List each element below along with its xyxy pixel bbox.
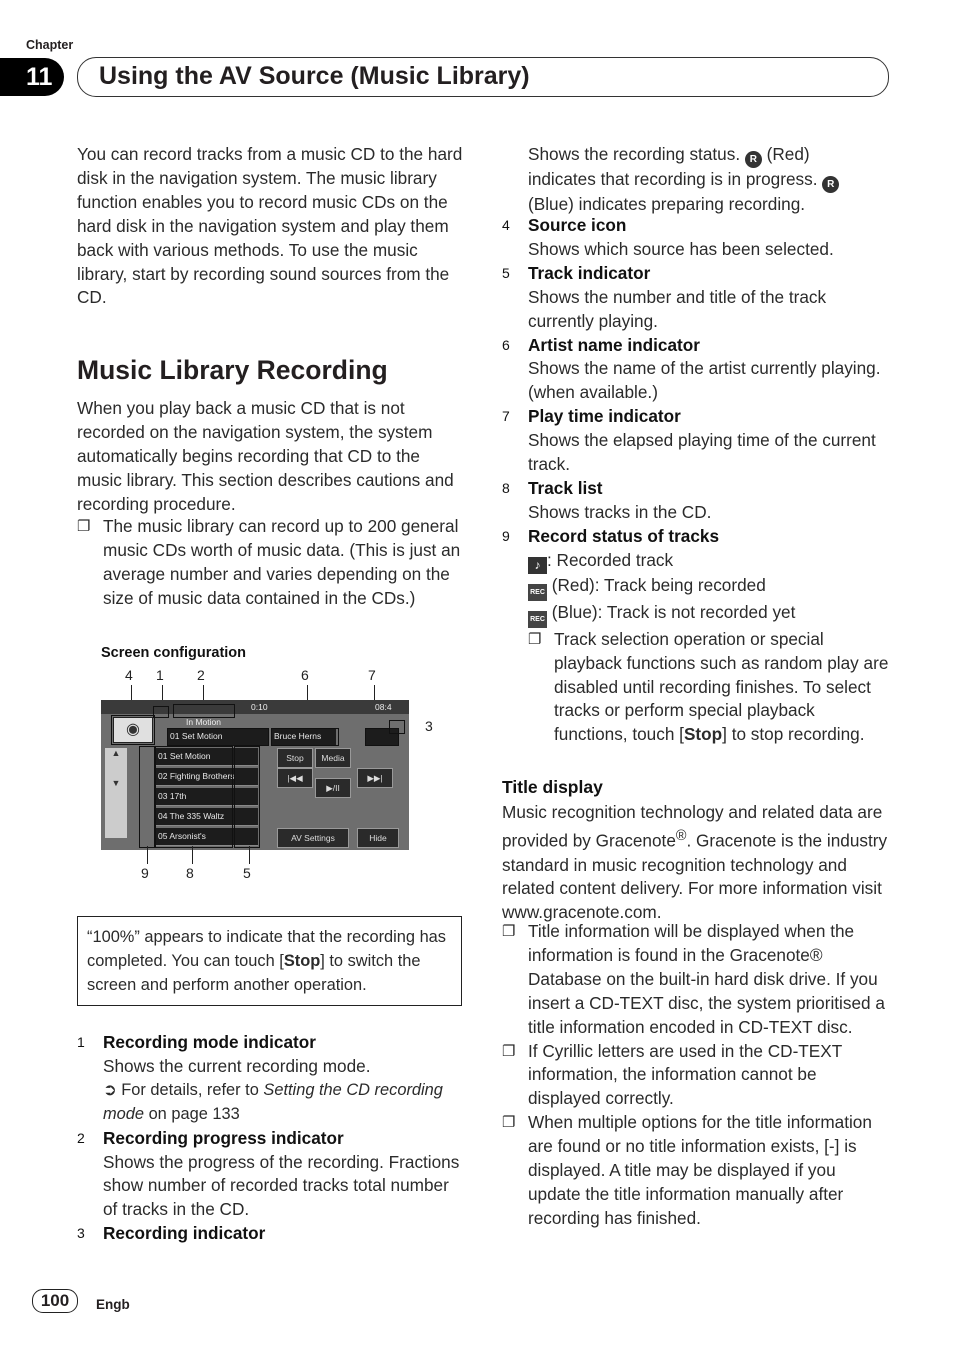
- source-icon: ◉: [113, 717, 153, 743]
- callout-number: 5: [243, 865, 251, 881]
- callout-number: 1: [156, 667, 164, 683]
- title-note: ❐ If Cyrillic letters are used in the CD-TEXT information, the information cannot be displayed correctly.: [502, 1040, 842, 1109]
- checkbox-note-text: The music library can record up to 200 general music CDs worth of music data. (This is just an average number and varies depending on the size of music data contained in the CDs.): [103, 516, 461, 608]
- record-red-icon: R: [745, 151, 762, 168]
- item-recording-mode-ref: ➲ For details, refer to Setting the CD recording mode on page 133: [103, 1080, 443, 1123]
- item-record-status-title: 9 Record status of tracks: [502, 525, 720, 546]
- callout-number: 8: [186, 865, 194, 881]
- title-notes: [502, 920, 890, 1231]
- intro-paragraph: You can record tracks from a music CD to the hard disk in the navigation system. The music library function enables you to record music CDs on the hard disk in the navigation system and play them back with various methods. To use the music library, start by recording sound sources from the CD.: [77, 144, 463, 308]
- recording-progress-callout: [173, 704, 235, 718]
- callout-number: 4: [125, 667, 133, 683]
- status-line: REC (Blue): Track is not recorded yet: [502, 601, 892, 628]
- next-track-button[interactable]: ▶▶|: [357, 768, 393, 788]
- source-icon-callout: [111, 715, 155, 745]
- title-display-heading: Title display: [502, 777, 603, 797]
- recording-status-desc: Shows the recording status. R (Red) indicates that recording is in progress. R (Blue) indicates preparing recording.: [528, 143, 878, 217]
- numbered-list-left: [77, 1031, 467, 1246]
- item-artist-desc: Shows the name of the artist currently playing. (when available.): [528, 358, 881, 403]
- item-recording-mode-title: 1 Recording mode indicator: [77, 1032, 316, 1052]
- callout-number: 6: [301, 667, 309, 683]
- section-heading: Music Library Recording: [77, 355, 388, 385]
- hide-button[interactable]: Hide: [357, 828, 399, 848]
- recording-mode-callout: [153, 706, 169, 718]
- recording-indicator-callout: [389, 720, 405, 734]
- checkbox-icon: ❐: [502, 923, 516, 940]
- artist-name-text: Bruce Herns: [271, 728, 336, 746]
- item-artist-title: 6 Artist name indicator: [502, 334, 700, 355]
- media-button[interactable]: Media: [315, 748, 351, 768]
- checkbox-icon: ❐: [502, 1042, 516, 1060]
- rec-red-icon: REC: [528, 584, 547, 601]
- section-paragraph: When you play back a music CD that is not recorded on the navigation system, the system automatically begins recording that CD to the music library. This section describes cautions and recording procedure.: [77, 398, 454, 514]
- item-track-list-desc: Shows tracks in the CD.: [528, 501, 712, 522]
- track-note-wrap: [502, 628, 892, 748]
- checkbox-icon: ❐: [77, 518, 91, 535]
- item-source-icon-title: 4 Source icon: [502, 215, 627, 235]
- artist-name-callout: [271, 728, 339, 746]
- av-settings-button[interactable]: AV Settings: [277, 828, 349, 848]
- page-title: Using the AV Source (Music Library): [99, 62, 530, 90]
- item-track-list-title: 8 Track list: [502, 477, 603, 498]
- recording-mode-text: In Motion: [186, 717, 221, 727]
- checkbox-note: [77, 515, 465, 611]
- track-note: ❐ Track selection operation or special playback functions such as random play are disabled until recording finishes. To select tracks or perform special playback functions, touch [Stop] to stop recording.: [528, 628, 889, 745]
- item-source-icon-desc: Shows which source has been selected.: [528, 238, 834, 259]
- item-track-indicator-desc: Shows the number and title of the track currently playing.: [528, 286, 827, 331]
- callout-number: 9: [141, 865, 149, 881]
- callout-number: 2: [197, 667, 205, 683]
- play-pause-button[interactable]: ▶/II: [315, 778, 351, 798]
- item-play-time-desc: Shows the elapsed playing time of the current track.: [528, 430, 876, 475]
- status-line: ♪ : Recorded track: [502, 549, 892, 574]
- callout-line: [192, 846, 193, 864]
- stop-button[interactable]: Stop: [277, 748, 313, 768]
- item-play-time-title: 7 Play time indicator: [502, 406, 681, 427]
- item-recording-indicator-title: 3 Recording indicator: [77, 1223, 266, 1244]
- track-list-item[interactable]: 02 Fighting Brothers: [155, 768, 258, 786]
- track-list-item[interactable]: 01 Set Motion: [155, 748, 258, 766]
- note-text: “100%” appears to indicate that the recording has completed. You can touch [Stop] to switch the screen and perform another operation.: [87, 928, 446, 994]
- title-note: ❐ When multiple options for the title information are found or no title information exists, [-] is displayed. A title may be displayed if you update the title information manually after recording has finished.: [502, 1112, 872, 1228]
- previous-track-button[interactable]: |◀◀: [277, 768, 313, 788]
- item-progress-title: 2 Recording progress indicator: [77, 1127, 344, 1148]
- page-language: Engb: [96, 1297, 130, 1312]
- track-list-callout: [155, 746, 233, 848]
- callout-number: 7: [368, 667, 376, 683]
- track-indicator-callout-2: [234, 746, 260, 848]
- item-progress-desc: Shows the progress of the recording. Fractions show number of recorded tracks total number of tracks in the CD.: [103, 1151, 460, 1220]
- music-note-icon: ♪: [528, 557, 547, 574]
- rec-blue-icon: REC: [528, 611, 547, 628]
- record-blue-icon: R: [822, 176, 839, 193]
- current-track-text: 01 Set Motion: [167, 728, 268, 746]
- checkbox-icon: ❐: [502, 1114, 516, 1132]
- screen-clock: 08:4: [375, 702, 392, 712]
- checkbox-icon: ❐: [528, 630, 542, 648]
- status-line: REC (Red): Track being recorded: [502, 574, 892, 601]
- record-status-callout: [139, 746, 155, 848]
- track-list-item[interactable]: 05 Arsonist's: [155, 828, 258, 846]
- callout-number: 3: [425, 718, 433, 734]
- chapter-number-badge: 11: [0, 58, 64, 96]
- screen-image: [101, 700, 409, 850]
- item-track-indicator-title: 5 Track indicator: [502, 262, 651, 283]
- title-note: ❐ Title information will be displayed when the information is found in the Gracenote® Database on the built-in hard disk drive. If you insert a CD-TEXT disc, the system prioritised a title information encoded in CD-TEXT disc.: [502, 921, 885, 1037]
- screen-caption: Screen configuration: [101, 645, 247, 661]
- track-indicator-callout: [167, 728, 269, 746]
- track-list-item[interactable]: 03 17th: [155, 788, 258, 806]
- title-display-paragraph: Music recognition technology and related data are provided by Gracenote®. Gracenote is the industry standard in music recognition technology and related content delivery. For more information visit www.gracenote.com.: [502, 802, 888, 923]
- scroll-bar[interactable]: ▲ ▼: [105, 748, 127, 838]
- page-number: 100: [32, 1289, 78, 1313]
- callout-line: [249, 846, 250, 864]
- track-list-item[interactable]: 04 The 335 Waltz: [155, 808, 258, 826]
- chapter-label: Chapter: [26, 38, 74, 52]
- item-recording-mode-desc: Shows the current recording mode.: [103, 1055, 371, 1076]
- callout-line: [147, 846, 148, 864]
- numbered-list-right: [502, 214, 892, 747]
- screen-time: 0:10: [251, 702, 268, 712]
